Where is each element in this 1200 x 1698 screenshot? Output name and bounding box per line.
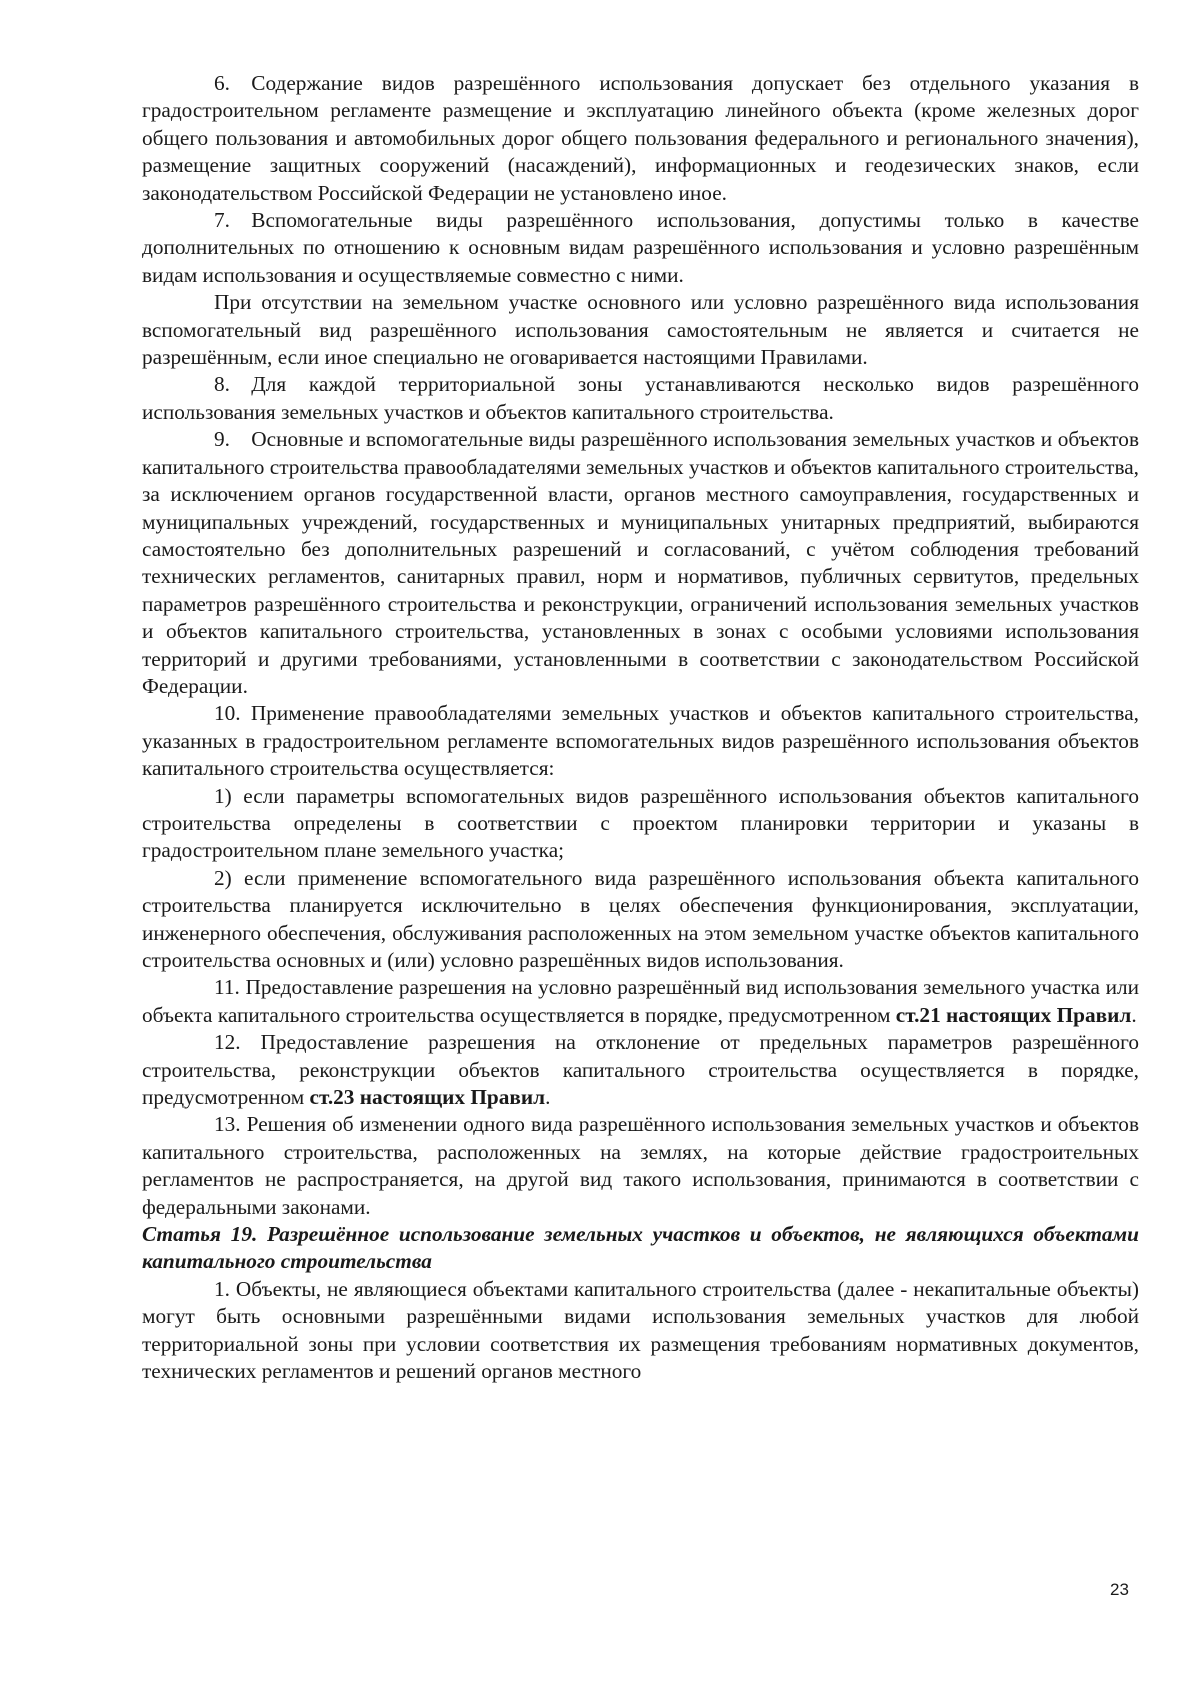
paragraph-10-item-1: 1) если параметры вспомогательных видов разрешённого использования объектов капитального строительства определены в соответствии с проектом планировки территории и указаны в градостроительном плане земельного участка; <box>142 783 1139 863</box>
paragraph-7: 7. Вспомогательные виды разрешённого использования, допустимы только в качестве дополнительных по отношению к основным видам разрешённого использования и условно разрешённым видам использования и осуществляемые совместно с ними. <box>142 208 1139 287</box>
paragraph-10-item-2: 2) если применение вспомогательного вида разрешённого использования объекта капитального строительства планируется исключительно в целях обеспечения функционирования, эксплуатации, инженерного обеспечения, обслуживания расположенных на этом земельном участке объектов капитального строительства основных и (или) условно разрешённых видов использования. <box>142 865 1139 972</box>
paragraph-9: 9. Основные и вспомогательные виды разрешённого использования земельных участков и объектов капитального строительства правообладателями земельных участков и объектов капитального строительства, за исключением органов государственной власти, органов местного самоуправления, государственных и муниципальных учреждений, государственных и муниципальных унитарных предприятий, выбираются самостоятельно без дополнительных разрешений и согласований, с учётом соблюдения требований технических регламентов, санитарных правил, норм и нормативов, публичных сервитутов, предельных параметров разрешённого строительства и реконструкции, ограничений использования земельных участков и объектов капитального строительства, установленных в зонах с особыми условиями использования территорий и другими требованиями, установленными в соответствии с законодательством Российской Федерации. <box>142 427 1139 698</box>
paragraph-13: 13. Решения об изменении одного вида разрешённого использования земельных участков и объектов капитального строительства, расположенных на землях, на которые действие градостроительных регламентов не распространяется, на другой вид такого использования, принимаются в соответствии с федеральными законами. <box>142 1112 1139 1219</box>
article-19-heading: Статья 19. Разрешённое использование земельных участков и объектов, не являющихся объектами капитального строительства <box>142 1222 1139 1274</box>
paragraph-12 <box>142 1029 1139 1111</box>
paragraph-11-text: 11. Предоставление разрешения на условно разрешённый вид использования земельного участка или объекта капитального строительства осуществляется в порядке, предусмотренном <box>142 975 1139 1027</box>
page-number: 23 <box>1110 1580 1129 1599</box>
paragraph-12-end: . <box>545 1085 551 1110</box>
paragraph-11-reference: ст.21 настоящих Правил <box>895 1002 1132 1027</box>
paragraph-12-reference: ст.23 настоящих Правил <box>309 1085 546 1110</box>
paragraph-8: 8. Для каждой территориальной зоны устанавливаются несколько видов разрешённого использования земельных участков и объектов капитального строительства. <box>142 372 1139 424</box>
paragraph-6: 6. Содержание видов разрешённого использования допускает без отдельного указания в градостроительном регламенте размещение и эксплуатацию линейного объекта (кроме железных дорог общего пользования и автомобильных дорог общего пользования федерального и регионального значения), размещение защитных сооружений (насаждений), информационных и геодезических знаков, если законодательством Российской Федерации не установлено иное. <box>142 71 1139 205</box>
paragraph-12-text: 12. Предоставление разрешения на отклонение от предельных параметров разрешённого строительства, реконструкции объектов капитального строительства осуществляется в порядке, предусмотренном <box>142 1030 1139 1110</box>
paragraph-10: 10. Применение правообладателями земельных участков и объектов капитального строительства, указанных в градостроительном регламенте вспомогательных видов разрешённого использования объектов капитального строительства осуществляется: <box>142 701 1139 781</box>
paragraph-11 <box>142 974 1139 1029</box>
article-19-paragraph-1: 1. Объекты, не являющиеся объектами капитального строительства (далее - некапитальные объекты) могут быть основными разрешёнными видами использования земельных участков для любой территориальной зоны при условии соответствия их размещения требованиям нормативных документов, технических регламентов и решений органов местного <box>142 1276 1139 1384</box>
document-page <box>142 70 1139 1386</box>
paragraph-11-end: . <box>1131 1002 1137 1027</box>
paragraph-7-continuation: При отсутствии на земельном участке основного или условно разрешённого вида использования вспомогательный вид разрешённого использования самостоятельным не является и считается не разрешённым, если иное специально не оговаривается настоящими Правилами. <box>142 290 1139 370</box>
